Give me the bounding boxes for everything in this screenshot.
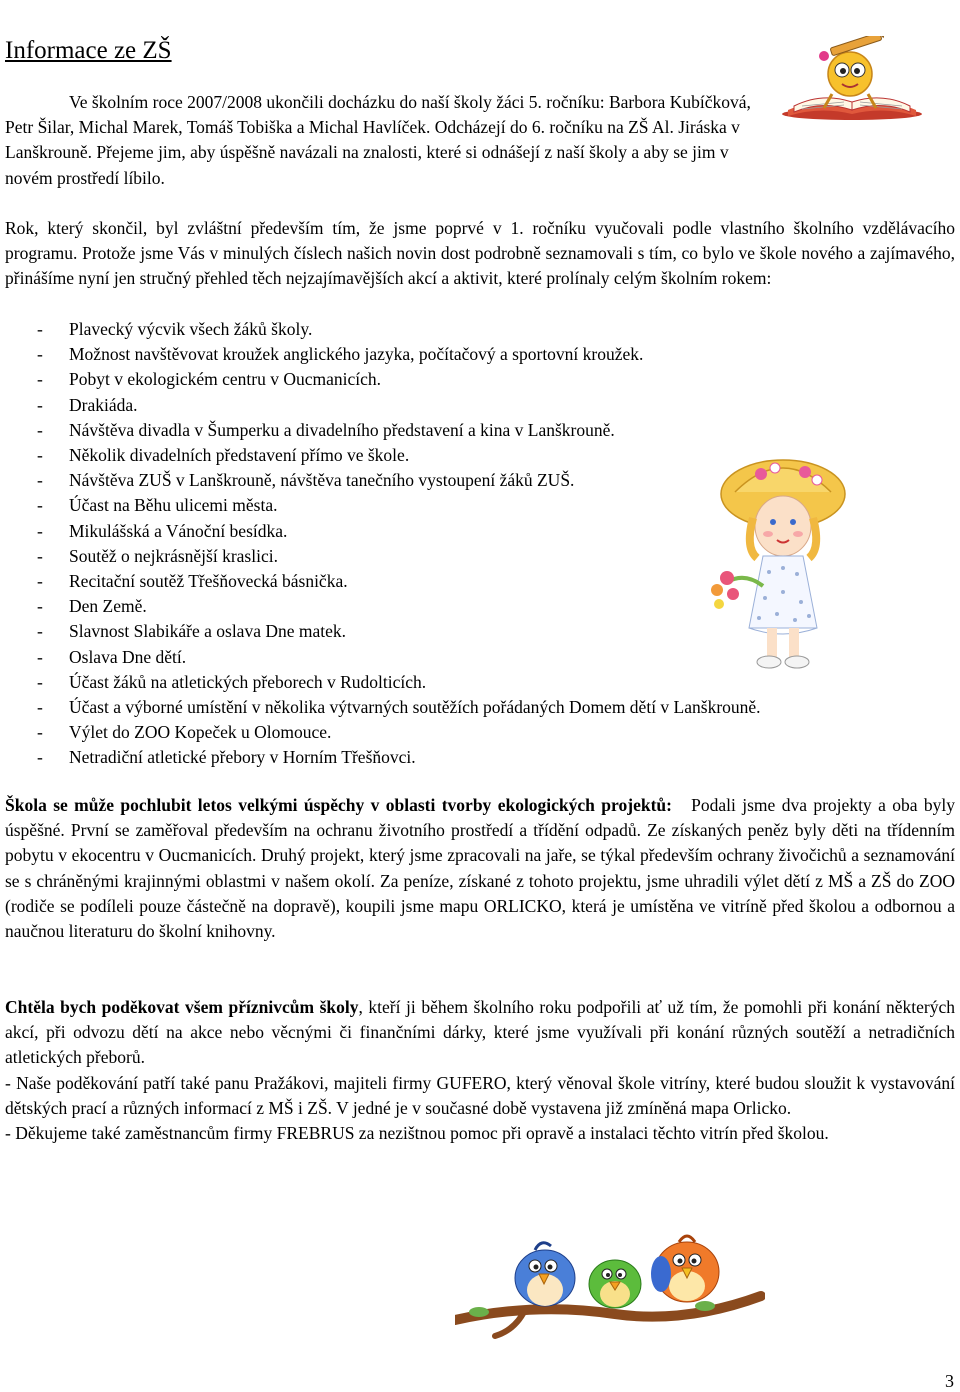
list-dash: -	[37, 646, 43, 667]
book-pencil-illustration	[780, 36, 925, 122]
list-dash: -	[37, 571, 43, 592]
list-dash: -	[37, 344, 43, 365]
list-dash: -	[37, 596, 43, 617]
list-item: - Účast na Běhu ulicemi města.	[5, 493, 955, 518]
list-dash: -	[37, 722, 43, 743]
page-title: Informace ze ZŠ	[5, 37, 172, 64]
list-dash: -	[37, 495, 43, 516]
thanks-frebrus-paragraph: - Děkujeme také zaměstnancům firmy FREBRUS za nezištnou pomoc při opravě a instalaci těchto vitrín před školou.	[5, 1123, 829, 1144]
list-item: - Recitační soutěž Třešňovecká básnička.	[5, 569, 955, 594]
page-number: 3	[945, 1371, 954, 1391]
list-dash: -	[37, 545, 43, 566]
list-item: - Návštěva ZUŠ v Lanškrouně, návštěva tanečního vystoupení žáků ZUŠ.	[5, 468, 955, 493]
list-item: - Pobyt v ekologickém centru v Oucmanicích.	[5, 367, 955, 392]
thanks-gufero-paragraph: - Naše poděkování patří také panu Pražákovi, majiteli firmy GUFERO, který věnoval škole vitríny, které budou sloužit k vystavování dětských prací a různých informací z MŠ i ZŠ. V jedné je v současné době vystavena již zmíněná mapa Orlicko.	[5, 1072, 955, 1118]
list-item: - Návštěva divadla v Šumperku a divadelního představení a kina v Lanškrouně.	[5, 418, 955, 443]
list-item: - Mikulášská a Vánoční besídka.	[5, 519, 955, 544]
list-item: - Den Země.	[5, 594, 955, 619]
list-dash: -	[37, 671, 43, 692]
list-dash: -	[37, 445, 43, 466]
eco-projects-text: Podali jsme dva projekty a oba byly úspěšné. První se zaměřoval především na ochranu životního prostředí a třídění odpadů. Ze získaných peněz byly děti na třídenním pobytu v ekocentru v Oucmanicích. Druhý projekt, který jsme zpracovali na jaře, se týkal především ochrany živočichů a seznamování se s chráněnými krajinnými oblastmi v našem okolí. Za peníze, získané z tohoto projektu, jsme uhradili výlet dětí z MŠ a ZŠ do ZOO (rodiče se podíleli pouze částečně na dopravě), koupili jsme mapu ORLICKO, která je umístěna ve vitríně před školou a odbornou a naučnou literaturu do školní knihovny.	[5, 795, 955, 942]
eco-projects-paragraph	[5, 793, 955, 944]
list-dash: -	[37, 520, 43, 541]
list-dash: -	[37, 394, 43, 415]
thanks-text: , kteří ji během školního roku podpořili ať už tím, že pomohli při konání některých akcí, při odvozu dětí na akce nebo věcnými či finančními dárky, které jsme využívali při konání různých soutěží a netradičních atletických přeborů.	[5, 997, 956, 1068]
eco-projects-gap	[672, 795, 691, 815]
list-dash: -	[37, 319, 43, 339]
list-dash: -	[37, 697, 43, 718]
list-item: - Oslava Dne dětí.	[5, 645, 955, 670]
list-item: - Plavecký výcvik všech žáků školy.	[5, 317, 955, 342]
thanks-lead: Chtěla bych poděkovat všem příznivcům školy	[5, 997, 359, 1017]
intro-paragraph-school-year: Rok, který skončil, byl zvláštní především tím, že jsme poprvé v 1. ročníku vyučovali podle vlastního školního vzdělávacího programu. Protože jsme Vás v minulých číslech našich novin dost podrobně seznamovali s tím, co bylo ve škole nového a zajímavého, přinášíme nyní jen stručný přehled těch nejzajímavějších akcí a aktivit, které prolínaly celým školním rokem:	[5, 218, 955, 289]
girl-illustration	[705, 452, 855, 677]
list-item: - Výlet do ZOO Kopeček u Olomouce.	[5, 720, 955, 745]
list-item: - Slavnost Slabikáře a oslava Dne matek.	[5, 619, 955, 644]
list-dash: -	[37, 470, 43, 491]
list-item: - Účast a výborné umístění v několika výtvarných soutěžích pořádaných Domem dětí v Lanškrouně.	[5, 695, 955, 720]
list-item: - Soutěž o nejkrásnější kraslici.	[5, 544, 955, 569]
list-item: - Netradiční atletické přebory v Horním Třešňovci.	[5, 745, 955, 770]
list-dash: -	[37, 419, 43, 440]
birds-on-branch-illustration	[455, 1210, 765, 1350]
eco-projects-lead: Škola se může pochlubit letos velkými úspěchy v oblasti tvorby ekologických projektů:	[5, 795, 672, 815]
list-item: - Účast žáků na atletických přeborech v Rudolticích.	[5, 670, 955, 695]
intro-paragraph-graduates: Ve školním roce 2007/2008 ukončili docházku do naší školy žáci 5. ročníku: Barbora Kubíčková, Petr Šilar, Michal Marek, Tomáš Tobiška a Michal Havlíček. Odcházejí do 6. ročníku na ZŠ Al. Jiráska v Lanškrouně. Přejeme jim, aby úspěšně navázali na znalosti, které si odnášejí z naší školy a aby se jim v novém prostředí líbilo.	[5, 92, 751, 188]
list-item: - Možnost navštěvovat kroužek anglického jazyka, počítačový a sportovní kroužek.	[5, 342, 955, 367]
thanks-section	[5, 995, 955, 1146]
list-item: - Drakiáda.	[5, 393, 955, 418]
list-dash: -	[37, 747, 43, 768]
list-item: - Několik divadelních představení přímo ve škole.	[5, 443, 955, 468]
list-dash: -	[37, 621, 43, 642]
thanks-paragraph	[5, 995, 955, 1071]
list-dash: -	[37, 369, 43, 390]
